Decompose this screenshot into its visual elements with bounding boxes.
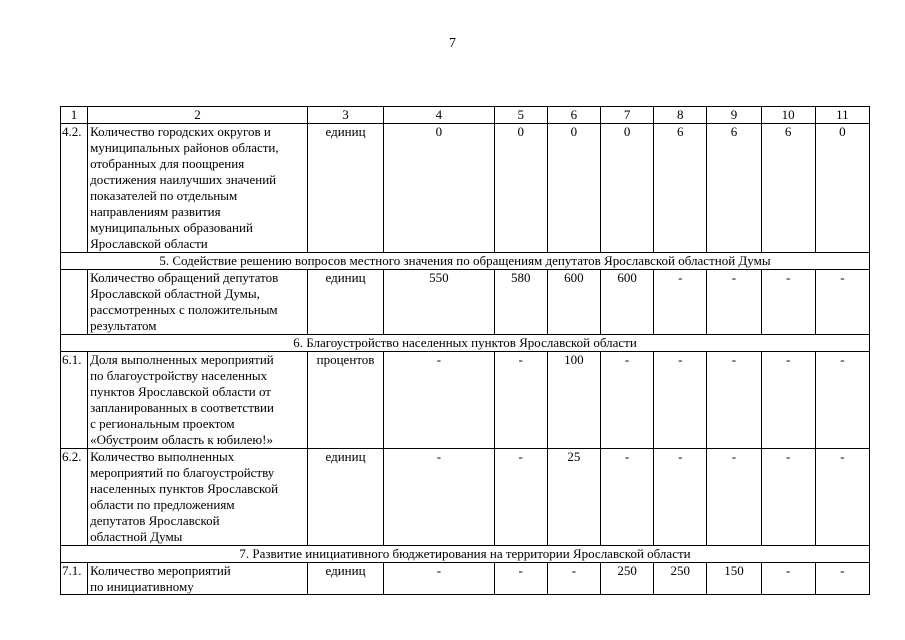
indicator-row (61, 352, 870, 449)
indicator-name-line: пунктов Ярославской области от (90, 384, 271, 399)
indicator-name-line: Количество городских округов и (90, 124, 271, 139)
indicator-name-line: Количество мероприятий (90, 563, 231, 578)
section-heading: 5. Содействие решению вопросов местного значения по обращениям депутатов Ярославской областной Думы (61, 253, 870, 270)
indicator-name-line: результатом (90, 318, 157, 333)
header-cell: 7 (600, 107, 653, 124)
indicator-row (61, 563, 870, 595)
indicator-name (88, 270, 308, 335)
section-heading: 6. Благоустройство населенных пунктов Ярославской области (61, 335, 870, 352)
value-cell: 0 (600, 124, 653, 253)
unit-of-measure: единиц (307, 124, 383, 253)
value-cell: - (761, 270, 815, 335)
indicator-row (61, 270, 870, 335)
value-cell: - (547, 563, 600, 595)
value-cell: 6 (707, 124, 761, 253)
value-cell: - (654, 352, 707, 449)
indicator-name-line: мероприятий по благоустройству (90, 465, 275, 480)
value-cell: 150 (707, 563, 761, 595)
value-cell: - (384, 449, 494, 546)
value-cell: - (761, 352, 815, 449)
unit-of-measure: единиц (307, 563, 383, 595)
indicator-name-line: с региональным проектом (90, 416, 235, 431)
header-cell: 9 (707, 107, 761, 124)
value-cell: - (815, 449, 869, 546)
indicator-name-line: Количество обращений депутатов (90, 270, 279, 285)
section-heading: 7. Развитие инициативного бюджетирования на территории Ярославской области (61, 546, 870, 563)
row-number: 6.1. (61, 352, 88, 449)
value-cell: - (815, 563, 869, 595)
unit-of-measure: процентов (307, 352, 383, 449)
header-cell: 2 (88, 107, 308, 124)
indicator-name-clip (90, 563, 305, 594)
indicator-row (61, 449, 870, 546)
value-cell: - (494, 449, 547, 546)
value-cell: - (600, 352, 653, 449)
indicator-row (61, 124, 870, 253)
value-cell: - (707, 270, 761, 335)
header-cell: 11 (815, 107, 869, 124)
value-cell: - (654, 270, 707, 335)
indicator-name-line: отобранных для поощрения (90, 156, 245, 171)
indicator-name-line: Доля выполненных мероприятий (90, 352, 274, 367)
value-cell: - (761, 449, 815, 546)
value-cell: 0 (494, 124, 547, 253)
value-cell: 550 (384, 270, 494, 335)
header-cell: 4 (384, 107, 494, 124)
value-cell: - (815, 352, 869, 449)
value-cell: 0 (815, 124, 869, 253)
value-cell: - (815, 270, 869, 335)
indicator-name-line: Количество выполненных (90, 449, 235, 464)
value-cell: 250 (600, 563, 653, 595)
header-cell: 1 (61, 107, 88, 124)
indicator-name-line: Ярославской области (90, 236, 208, 251)
indicator-name-line: достижения наилучших значений (90, 172, 277, 187)
value-cell: 600 (600, 270, 653, 335)
value-cell: - (654, 449, 707, 546)
section-heading-row (61, 546, 870, 563)
indicator-name-line: муниципальных образований (90, 220, 253, 235)
section-heading-row (61, 335, 870, 352)
indicator-name-line: показателей по отдельным (90, 188, 238, 203)
section-heading-row (61, 253, 870, 270)
header-cell: 3 (307, 107, 383, 124)
unit-of-measure: единиц (307, 449, 383, 546)
table-body (61, 107, 870, 595)
value-cell: 580 (494, 270, 547, 335)
column-number-header-row (61, 107, 870, 124)
value-cell: 6 (761, 124, 815, 253)
indicator-name-line: муниципальных районов области, (90, 140, 279, 155)
indicator-name-line: населенных пунктов Ярославской (90, 481, 279, 496)
value-cell: 600 (547, 270, 600, 335)
indicator-name-line: «Обустроим область к юбилею!» (90, 432, 273, 447)
value-cell: - (707, 449, 761, 546)
row-number: 4.2. (61, 124, 88, 253)
row-number: 6.2. (61, 449, 88, 546)
indicator-name-line: Ярославской областной Думы, (90, 286, 260, 301)
value-cell: 100 (547, 352, 600, 449)
page-number: 7 (449, 36, 456, 51)
value-cell: - (494, 352, 547, 449)
header-cell: 6 (547, 107, 600, 124)
indicator-name-line: по инициативному (90, 579, 194, 594)
value-cell: - (384, 563, 494, 595)
indicator-name-line: запланированных в соответствии (90, 400, 274, 415)
indicator-name-line: направлениям развития (90, 204, 221, 219)
value-cell: 250 (654, 563, 707, 595)
indicator-name (88, 352, 308, 449)
value-cell: - (600, 449, 653, 546)
header-cell: 8 (654, 107, 707, 124)
indicator-name-line: области по предложениям (90, 497, 235, 512)
header-cell: 5 (494, 107, 547, 124)
indicator-name-line: областной Думы (90, 529, 183, 544)
indicator-name (88, 563, 308, 595)
value-cell: - (494, 563, 547, 595)
value-cell: 0 (384, 124, 494, 253)
indicator-name-line: рассмотренных с положительным (90, 302, 278, 317)
value-cell: - (761, 563, 815, 595)
value-cell: - (707, 352, 761, 449)
value-cell: - (384, 352, 494, 449)
row-number (61, 270, 88, 335)
indicator-name (88, 124, 308, 253)
value-cell: 0 (547, 124, 600, 253)
indicator-name-line: по благоустройству населенных (90, 368, 268, 383)
row-number: 7.1. (61, 563, 88, 595)
indicator-name (88, 449, 308, 546)
indicator-name-line: депутатов Ярославской (90, 513, 220, 528)
value-cell: 6 (654, 124, 707, 253)
unit-of-measure: единиц (307, 270, 383, 335)
header-cell: 10 (761, 107, 815, 124)
indicators-table (60, 106, 870, 595)
value-cell: 25 (547, 449, 600, 546)
